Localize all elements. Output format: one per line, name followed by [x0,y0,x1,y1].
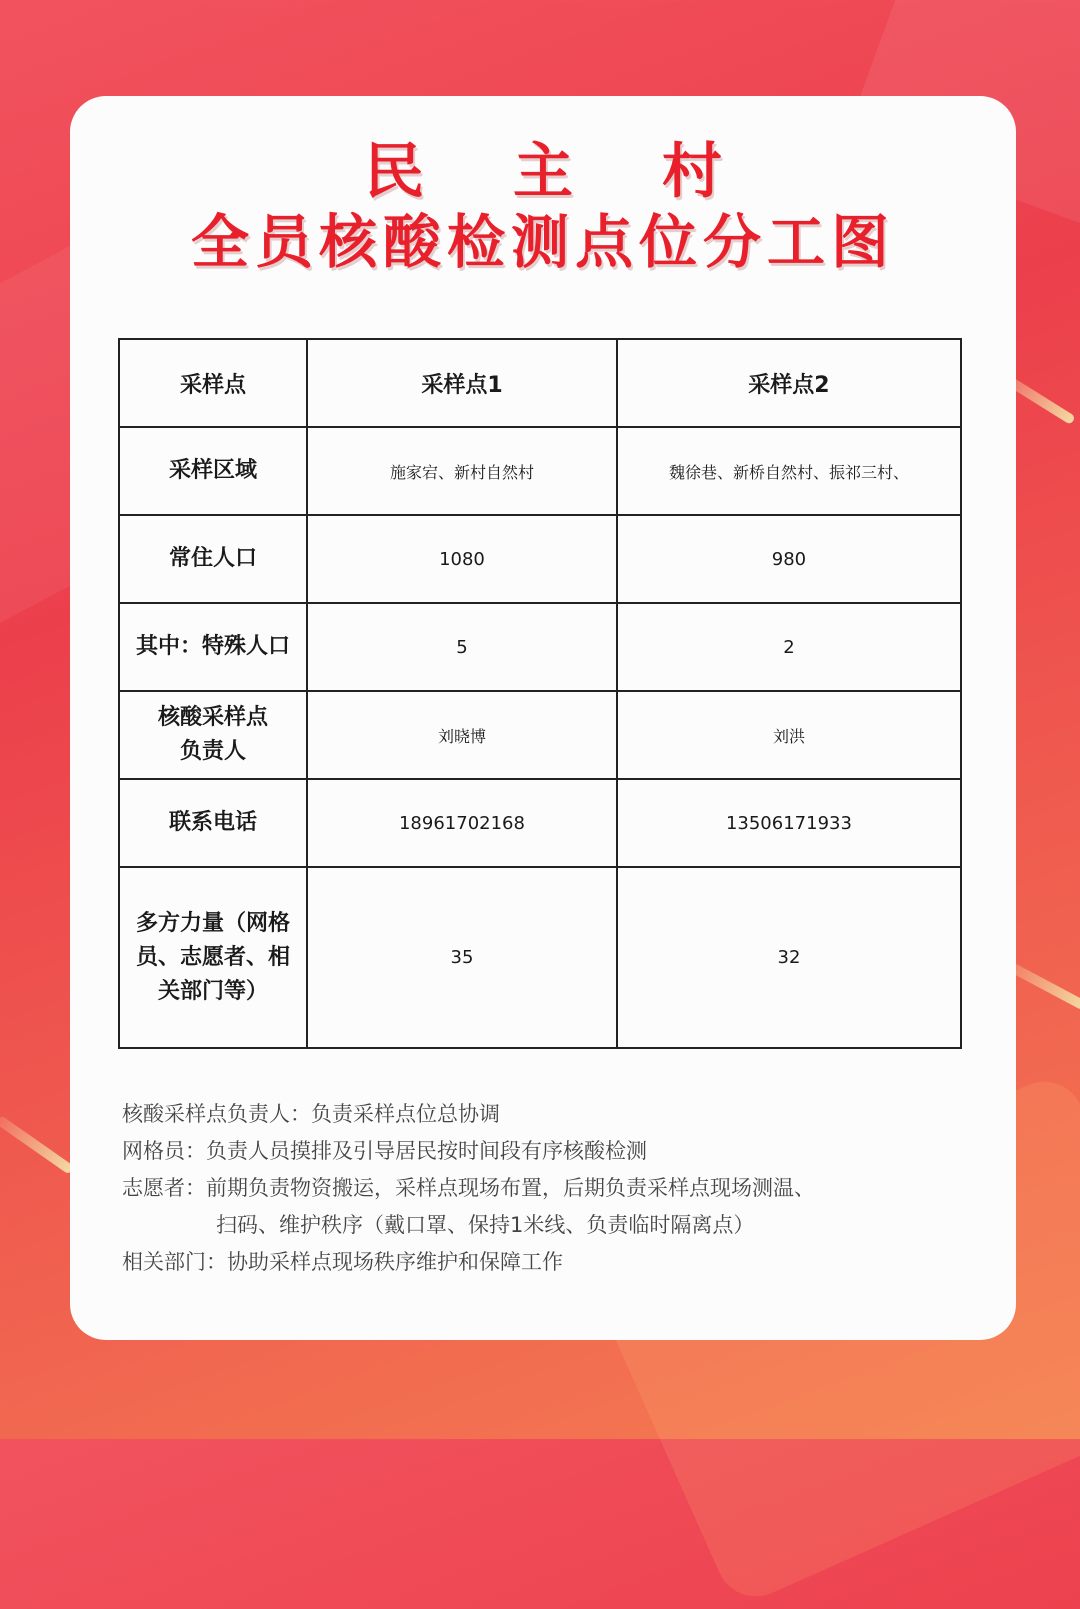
page-title-village: 民 主 村 [364,137,756,207]
row-label-phone: 联系电话 [119,779,307,867]
cell-support-point-1: 35 [307,867,617,1048]
duty-notes [122,1096,982,1281]
cell-population-point-1: 1080 [307,515,617,603]
cell-phone-point-1: 18961702168 [307,779,617,867]
header-cell-point-1: 采样点1 [307,339,617,427]
row-label-line: 员、志愿者、相 [136,944,291,970]
table-row-area [119,427,961,515]
note-line: 核酸采样点负责人：负责采样点位总协调 [122,1102,500,1126]
row-label-support-forces [119,867,307,1048]
cell-area-point-1: 施家宕、新村自然村 [307,427,617,515]
table-row-person-in-charge [119,691,961,779]
header-cell-point-2: 采样点2 [617,339,961,427]
assignment-table [118,338,962,1049]
cell-person-point-2: 刘洪 [617,691,961,779]
note-line: 志愿者：前期负责物资搬运，采样点现场布置，后期负责采样点现场测温、 [122,1176,815,1200]
row-label-line: 多方力量（网格 [136,910,291,936]
table-row-support-forces [119,867,961,1048]
decorative-streak [0,1115,75,1175]
page-title-main: 全员核酸检测点位分工图 [190,208,895,276]
table-row-phone [119,779,961,867]
cell-person-point-1: 刘晓博 [307,691,617,779]
document-card [70,96,1016,1340]
note-line: 扫码、维护秩序（戴口罩、保持1米线、负责临时隔离点） [216,1213,755,1237]
cell-area-point-2: 魏徐巷、新桥自然村、振祁三村、 [617,427,961,515]
row-label-person-in-charge [119,691,307,779]
cell-population-point-2: 980 [617,515,961,603]
row-label-population: 常住人口 [119,515,307,603]
cell-phone-point-2: 13506171933 [617,779,961,867]
row-label-special-population: 其中：特殊人口 [119,603,307,691]
note-line: 相关部门：协助采样点现场秩序维护和保障工作 [122,1250,563,1274]
cell-special-point-1: 5 [307,603,617,691]
header-cell-sampling-point: 采样点 [119,339,307,427]
table-row-special-population [119,603,961,691]
row-label-area: 采样区域 [119,427,307,515]
table-row-population [119,515,961,603]
note-line: 网格员：负责人员摸排及引导居民按时间段有序核酸检测 [122,1139,647,1163]
row-label-line: 关部门等） [158,978,269,1004]
cell-support-point-2: 32 [617,867,961,1048]
row-label-line: 核酸采样点 [158,705,269,730]
row-label-line: 负责人 [180,739,247,764]
table-header-row [119,339,961,427]
cell-special-point-2: 2 [617,603,961,691]
